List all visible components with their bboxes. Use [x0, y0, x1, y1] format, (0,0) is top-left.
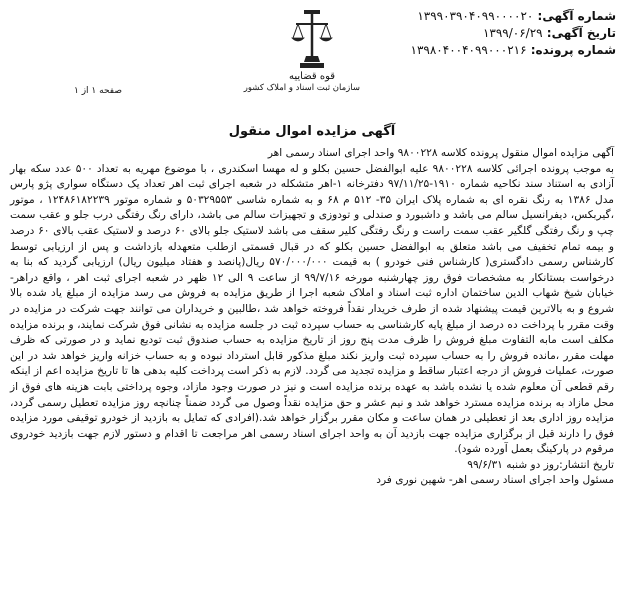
- judiciary-emblem: [243, 6, 360, 114]
- publication-date: تاریخ انتشار:روز دو شنبه ۹۹/۶/۳۱: [467, 458, 614, 471]
- case-number: ۱۳۹۸۰۴۰۰۴۰۹۹۰۰۰۲۱۶: [410, 43, 527, 57]
- case-number-row: [410, 42, 616, 59]
- signature: مسئول واحد اجرای اسناد رسمی اهر- شهین نوری فرد: [376, 474, 614, 487]
- case-number-label: شماره پرونده:: [530, 43, 616, 57]
- page-indicator: صفحه ۱ از ۱: [74, 86, 122, 96]
- notice-date: ۱۳۹۹/۰۶/۲۹: [482, 26, 543, 40]
- scales-of-justice-icon: [290, 6, 334, 72]
- notice-meta: [410, 8, 616, 59]
- notice-date-label: تاریخ آگهی:: [546, 26, 616, 40]
- notice-number-row: [416, 8, 616, 25]
- org-name: قوه قضاییه: [288, 71, 336, 82]
- org-subtitle: سازمان ثبت اسناد و املاک کشور: [243, 83, 360, 93]
- notice-number: ۱۳۹۹۰۳۹۰۴۰۹۹۰۰۰۰۲۰: [417, 9, 534, 23]
- notice-body: [10, 146, 614, 489]
- notice-title: آگهی مزایده اموال منقول: [228, 124, 396, 139]
- notice-number-label: شماره آگهی:: [537, 9, 616, 23]
- notice-date-row: [416, 25, 616, 42]
- main-paragraph: به موجب پرونده اجرائی کلاسه ۹۸۰۰۲۲۸ علیه ابوالفضل حسین بکلو و له مهسا اسکندری ، با موضوع مهریه به تعداد ۵۰۰ عدد سکه بهار آزادی به استناد سند نکاحیه شماره ۱۹۱۰-۹۷/۱۱/۲۵ دفترخانه ۱-اهر متشکله در شعبه اجرای ثبت اهر تعداد یک دستگاه سواری پژو پارس مدل ۱۳۸۶ به رنگ نقره ای به شماره پلاک ایران ۳۵- ۵۱۲ م ۶۸ و به شماره شاسی ۵۰۳۲۹۵۵۳ و شماره موتور ۱۲۴۸۶۱۸۲۲۳۹ ، موتور ،گیربکس، دیفرانسیل سالم می باشد و داشبورد و صندلی و تودوزی و تجهیزات سالم می باشد، دارای رنگ رفتگی درب جلو و عقب سمت چپ و رنگ رفتگی گلگیر عقب سمت راست و رنگ رفتگی کلیر سقف می باشد لاستیک جلو بالای ۶۰ درصد و لاستیک عقب بالای ۶۰ درصد و بیمه تمام تخفیف می باشد متعلق به ابوالفضل حسین بکلو که در قبال قسمتی ازطلب متعهدله بازداشت و پس از ارزیابی توسط کارشناس رسمی دادگستری( کارشناس فنی خودرو ) به قیمت ۵۷۰/۰۰۰/۰۰۰ ریال(پانصد و هفتاد میلیون ریال) ارزیابی گردید که بنا به درخواست بستانکار به مشخصات فوق روز چهارشنبه مورخه ۹۹/۷/۱۶ از ساعت ۹ الی ۱۲ ظهر در شعبه اجرای ثبت اهر ، واقع دراهر- خیابان شیخ شهاب الدین ساختمان اداره ثبت اسناد و املاک شعبه اجرا از طریق مزایده به فروش می رسد مزایده از مبلغ یاد شده بالا شروع و به بالاترین قیمت پیشنهاد شده از طرف خریدار نقداً فروخته خواهد شد ،طالبین و خریداران می توانند جهت شرکت در مزایده در وقت مقرر با پرداخت ده درصد از مبلغ پایه کارشناسی به حساب سپرده ثبت در جلسه مزایده به نشانی فوق شرکت نمایند، و برنده مزایده مکلف است مابه التفاوت مبلغ فروش را ظرف مدت پنج روز از تاریخ مزایده به حساب صندوق ثبت تودیع نماید و در صورتی که ظرف مهلت مقرر ،مانده فروش را به حساب سپرده ثبت واریز نکند مبلغ مذکور قابل استرداد نبوده و به حساب خزانه واریز خواهد شد در این صورت، عملیات فروش از درجه اعتبار ساقط و مزایده تجدید می گردد. لازم به ذکر است پرداخت کلیه بدهی ها تا تاریخ مزایده اعم از اینکه رقم قطعی آن معلوم شده یا نشده باشد به عهده برنده مزایده است و نیز در صورت وجود مازاد، وجوه پرداختی بابت هزینه های فوق از محل مازاد به برنده مزایده مسترد خواهد شد و نیم عشر و حق مزایده نقداً وصول می گردد ضمناً چنانچه روز مزایده تعطیل رسمی گردد، مزایده روز اداری بعد از تعطیلی در همان ساعت و مکان مقرر برگزار خواهد شد.(افرادی که تمایل به بازدید از خودرو توقیفی مورد مزایده فوق را دارند قبل از برگزاری مزایده جهت بازدید آن به واحد اجرای اسناد رسمی اهر مراجعت تا اقدام و دستور لازم جهت بازدید خودروی مرقوم در پارکینگ بعمل آورده شود).: [10, 162, 614, 456]
- intro-paragraph: آگهی مزایده اموال منقول پرونده کلاسه ۹۸۰۰۲۲۸ واحد اجرای اسناد رسمی اهر: [267, 147, 614, 159]
